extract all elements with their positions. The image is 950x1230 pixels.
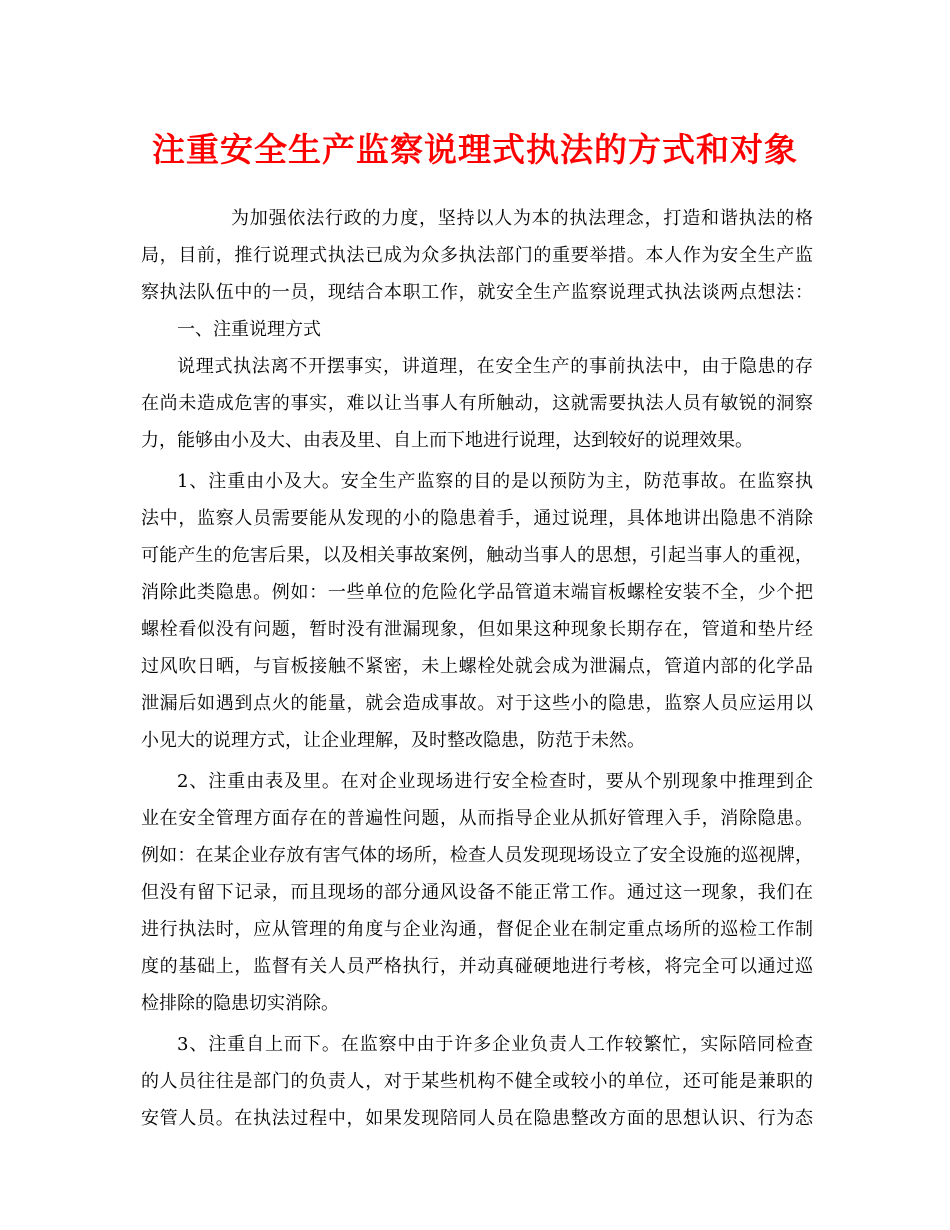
point2-line: 例如：在某企业存放有害气体的场所，检查人员发现现场设立了安全设施的巡视牌， bbox=[141, 845, 813, 866]
point3-line: 3、注重自上而下。在监察中由于许多企业负责人工作较繁忙，实际陪同检查 bbox=[177, 1034, 813, 1055]
point2-line: 业在安全管理方面存在的普遍性问题，从而指导企业从抓好管理入手，消除隐患。 bbox=[141, 808, 813, 829]
point1-line: 过风吹日晒，与盲板接触不紧密，未上螺栓处就会成为泄漏点，管道内部的化学品 bbox=[141, 656, 813, 677]
paragraph-line: 力，能够由小及大、由表及里、自上而下地进行说理，达到较好的说理效果。 bbox=[141, 430, 753, 451]
point1-line: 消除此类隐患。例如：一些单位的危险化学品管道末端盲板螺栓安装不全，少个把 bbox=[141, 582, 813, 603]
point1-line: 1、注重由小及大。安全生产监察的目的是以预防为主，防范事故。在监察执 bbox=[177, 471, 813, 492]
point2-line: 度的基础上，监督有关人员严格执行，并动真碰硬地进行考核，将完全可以通过巡 bbox=[141, 956, 813, 977]
paragraph-line: 在尚未造成危害的事实，难以让当事人有所触动，这就需要执法人员有敏锐的洞察 bbox=[141, 393, 813, 414]
point3-line: 安管人员。在执法过程中，如果发现陪同人员在隐患整改方面的思想认识、行为态 bbox=[141, 1108, 813, 1129]
intro-line: 局，目前，推行说理式执法已成为众多执法部门的重要举措。本人作为安全生产监 bbox=[141, 245, 813, 266]
intro-line: 为加强依法行政的力度，坚持以人为本的执法理念，打造和谐执法的格 bbox=[231, 208, 813, 229]
section-heading: 一、注重说理方式 bbox=[177, 319, 321, 340]
point1-line: 法中，监察人员需要能从发现的小的隐患着手，通过说理，具体地讲出隐患不消除 bbox=[141, 508, 813, 529]
point1-line: 小见大的说理方式，让企业理解，及时整改隐患，防范于未然。 bbox=[141, 730, 645, 751]
intro-line: 察执法队伍中的一员，现结合本职工作，就安全生产监察说理式执法谈两点想法： bbox=[141, 282, 813, 303]
document-title: 注重安全生产监察说理式执法的方式和对象 bbox=[152, 130, 798, 169]
point1-line: 螺栓看似没有问题，暂时没有泄漏现象，但如果这种现象长期存在，管道和垫片经 bbox=[141, 619, 813, 640]
point1-line: 可能产生的危害后果，以及相关事故案例，触动当事人的思想，引起当事人的重视， bbox=[141, 545, 813, 566]
point2-line: 进行执法时，应从管理的角度与企业沟通，督促企业在制定重点场所的巡检工作制 bbox=[141, 919, 813, 940]
point2-line: 2、注重由表及里。在对企业现场进行安全检查时，要从个别现象中推理到企 bbox=[177, 771, 813, 792]
point3-line: 的人员往往是部门的负责人，对于某些机构不健全或较小的单位，还可能是兼职的 bbox=[141, 1071, 813, 1092]
point1-line: 泄漏后如遇到点火的能量，就会造成事故。对于这些小的隐患，监察人员应运用以 bbox=[141, 693, 813, 714]
point2-line: 但没有留下记录，而且现场的部分通风设备不能正常工作。通过这一现象，我们在 bbox=[141, 882, 813, 903]
paragraph-line: 说理式执法离不开摆事实，讲道理，在安全生产的事前执法中，由于隐患的存 bbox=[177, 356, 813, 377]
point2-line: 检排除的隐患切实消除。 bbox=[141, 993, 339, 1014]
document-body bbox=[141, 200, 813, 1137]
